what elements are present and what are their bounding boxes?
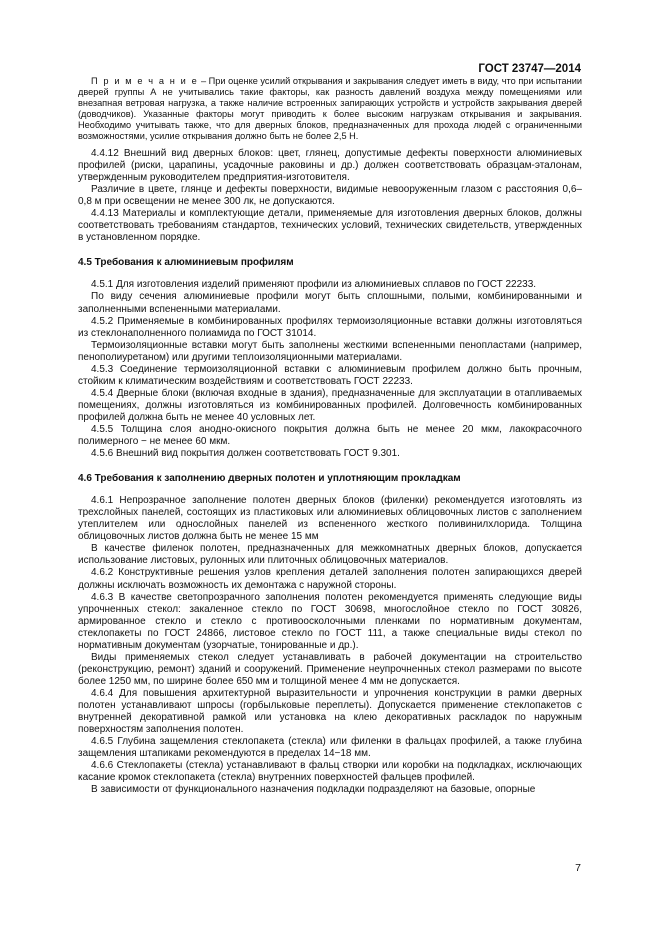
paragraph-4-5-6: 4.5.6 Внешний вид покрытия должен соответствовать ГОСТ 9.301. — [91, 448, 400, 460]
paragraph-panel-facing: В качестве филенок полотен, предназначенных для межкомнатных дверных блоков, допускается использование листовых, рулонных или плиточных облицовочных материалов. — [78, 543, 582, 567]
paragraph-4-6-4: 4.6.4 Для повышения архитектурной выразительности и упрочнения конструкции в рамки дверных полотен устанавливают шпросы (горбыльковые переплеты). Допускается применение стеклопакетов с внутренней декоративной рамкой или установка на клею декоративных раскладок по наружным поверхностям заполнения полотен. — [78, 687, 582, 736]
paragraph-4-5-2: 4.5.2 Применяемые в комбинированных профилях термоизоляционные вставки должны изготовляться из стеклонаполненного полиамида по ГОСТ 31014. — [78, 315, 582, 339]
paragraph-thermal-inserts: Термоизоляционные вставки могут быть заполнены жесткими вспененными пенопластами (например, пенополиуретаном) или другими теплоизоляционными материалами. — [78, 339, 582, 363]
paragraph-4-6-5: 4.6.5 Глубина защемления стеклопакета (стекла) или филенки в фальцах профилей, а также глубина защемления штапиками рекомендуются в пределах 14−18 мм. — [78, 736, 582, 760]
paragraph-4-4-13: 4.4.13 Материалы и комплектующие детали, применяемые для изготовления дверных блоков, должны соответствовать требованиям стандартов, технических условий, технических свидетельств, утвержденных в установленном порядке. — [78, 208, 582, 244]
section-heading-4-5: 4.5 Требования к алюминиевым профилям — [78, 257, 294, 269]
note-label: П р и м е ч а н и е — [91, 76, 199, 86]
paragraph-profile-sections: По виду сечения алюминиевые профили могут быть сплошными, полыми, комбинированными и заполненными вспененными материалами. — [78, 291, 582, 315]
paragraph-4-6-6: 4.6.6 Стеклопакеты (стекла) устанавливают в фальц створки или коробки на подкладках, исключающих касание кромок стеклопакета (стекла) внутренних поверхностей фальцев профилей. — [78, 760, 582, 784]
paragraph-glass-types: Виды применяемых стекол следует устанавливать в рабочей документации на строительство (реконструкцию, ремонт) зданий и сооружений. Применение неупрочненных стекол размерами по высоте более 1250 мм, по ширине более 650 мм и толщиной менее 4 мм не допускается. — [78, 651, 582, 687]
paragraph-4-6-2: 4.6.2 Конструктивные решения узлов крепления деталей заполнения полотен запирающихся дверей должны исключать возможность их демонтажа с наружной стороны. — [78, 567, 582, 591]
note-paragraph — [78, 76, 582, 142]
paragraph-pads-types: В зависимости от функционального назначения подкладки подразделяют на базовые, опорные — [91, 784, 536, 796]
paragraph-4-5-5: 4.5.5 Толщина слоя анодно-окисного покрытия должна быть не менее 20 мкм, лакокрасочного полимерного − не менее 60 мкм. — [78, 423, 582, 448]
paragraph-4-5-1: 4.5.1 Для изготовления изделий применяют профили из алюминиевых сплавов по ГОСТ 22233. — [91, 279, 537, 291]
paragraph-4-5-4: 4.5.4 Дверные блоки (включая входные в здания), предназначенные для эксплуатации в отапливаемых помещениях, должны изготовляться из комбинированных профилей. Долговечность комбинированных профилей должна быть не менее 40 условных лет. — [78, 387, 582, 423]
paragraph-4-6-1: 4.6.1 Непрозрачное заполнение полотен дверных блоков (филенки) рекомендуется изготовлять из трехслойных панелей, состоящих из пластиковых или алюминиевых облицовочных листов с заполнением утеплителем или однослойных панелей из вспененного жесткого поливинилхлорида. Толщина облицовочных листов должна быть не менее 15 мм — [78, 495, 582, 543]
paragraph-4-5-3: 4.5.3 Соединение термоизоляционной вставки с алюминиевым профилем должно быть прочным, стойким к климатическим воздействиям и соответствовать ГОСТ 22233. — [78, 363, 582, 387]
paragraph-color-defects: Различие в цвете, глянце и дефекты поверхности, видимые невооруженным глазом с расстояния 0,6–0,8 м при освещении не менее 300 лк, не допускаются. — [78, 184, 582, 208]
page-body — [78, 76, 582, 796]
paragraph-4-4-12: 4.4.12 Внешний вид дверных блоков: цвет, глянец, допустимые дефекты поверхности алюминиевых профилей (риски, царапины, усадочные раковины и др.) должен соответствовать образцам-эталонам, утвержденным руководителем предприятия-изготовителя. — [78, 148, 582, 184]
note-text: – При оценке усилий открывания и закрывания следует иметь в виду, что при испытании дверей группы А не учитывались такие факторы, как разность давлений воздуха между помещениями или внезапная ветровая нагрузка, а также наличие встроенных запирающих устройств и устройств закрывания дверей (доводчиков). Указанные факторы могут приводить к более высоким нагрузкам открывания и закрывания. Необходимо учитывать также, что для дверных блоков, предназначенных для прохода людей с ограниченными возможностями, усилие открывания должно быть не более 2,5 Н. — [78, 76, 583, 141]
paragraph-4-6-3: 4.6.3 В качестве светопрозрачного заполнения полотен рекомендуется применять следующие виды упрочненных стекол: закаленное стекло по ГОСТ 30698, многослойное стекло по ГОСТ 30826, армированное стекло и стекло с противоосколочными пленками по нормативным документам, стеклопакеты по ГОСТ 24866, листовое стекло по ГОСТ 111, а также специальные виды стекол по нормативным документам (узорчатые, тонированные и др.). — [78, 591, 582, 651]
section-heading-4-6: 4.6 Требования к заполнению дверных полотен и уплотняющим прокладкам — [78, 473, 461, 485]
document-code: ГОСТ 23747—2014 — [478, 63, 581, 75]
page-number: 7 — [575, 862, 581, 874]
